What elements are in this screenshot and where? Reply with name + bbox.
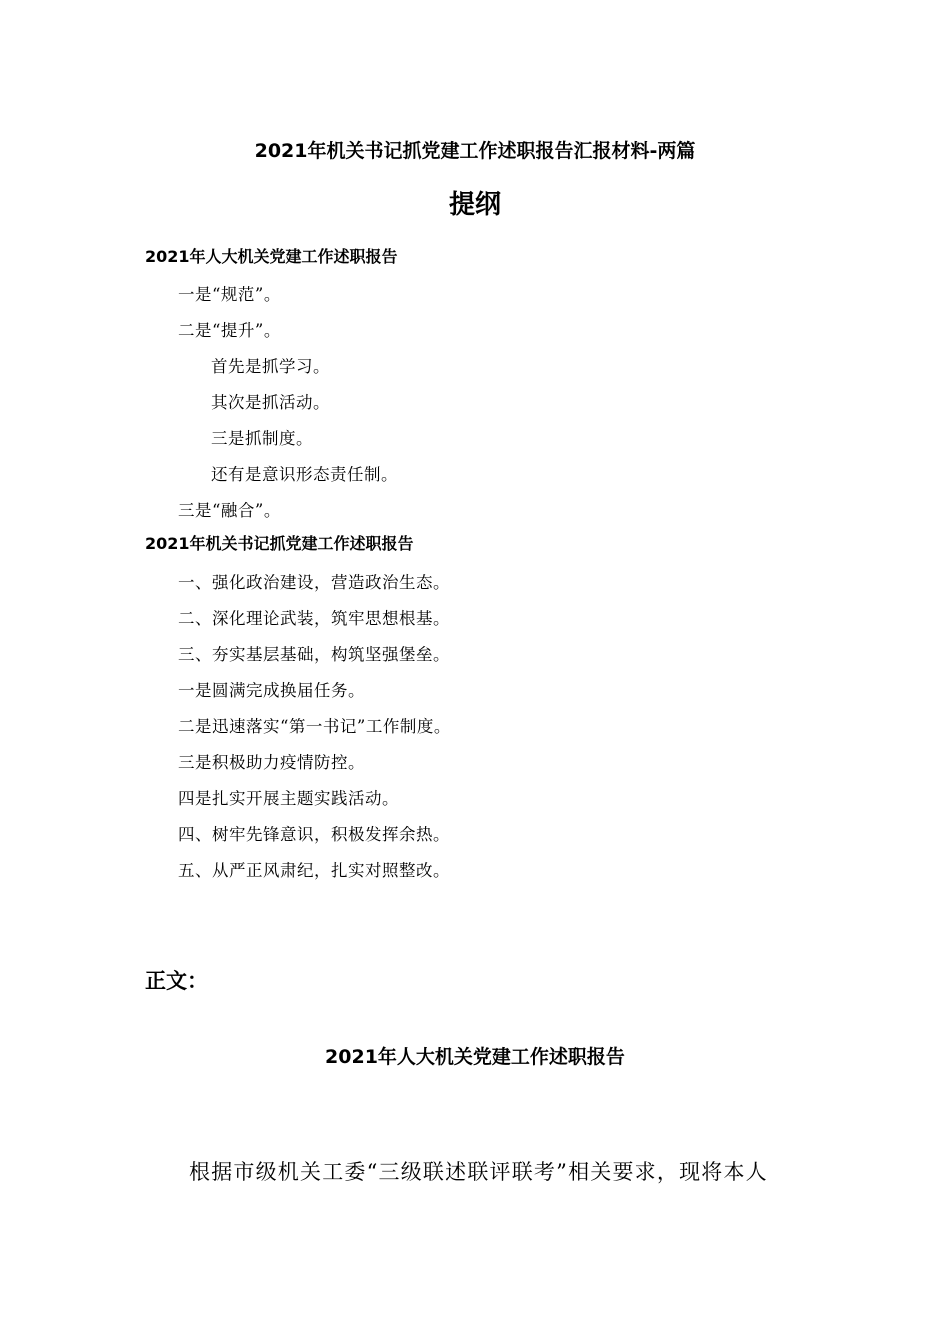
outline-item: 三是“融合”。 [178, 501, 281, 520]
outline-heading: 提纲 [448, 190, 501, 220]
outline-section-heading-2: 2021年机关书记抓党建工作述职报告 [145, 534, 414, 553]
outline-item: 一是“规范”。 [178, 285, 281, 304]
document-title: 2021年机关书记抓党建工作述职报告汇报材料-两篇 [254, 140, 696, 162]
outline-subitem: 首先是抓学习。 [211, 357, 330, 376]
outline-item: 四是扎实开展主题实践活动。 [178, 789, 399, 808]
outline-subitem: 其次是抓活动。 [211, 393, 330, 412]
outline-subitem: 还有是意识形态责任制。 [211, 465, 398, 484]
outline-item: 四、树牢先锋意识，积极发挥余热。 [178, 825, 450, 844]
body-label: 正文： [145, 969, 208, 993]
outline-item: 二、深化理论武装，筑牢思想根基。 [178, 609, 450, 628]
body-paragraph: 根据市级机关工委“三级联述联评联考”相关要求，现将本人 [189, 1160, 768, 1184]
outline-item: 二是“提升”。 [178, 321, 281, 340]
outline-item: 三是积极助力疫情防控。 [178, 753, 365, 772]
outline-section-heading-1: 2021年人大机关党建工作述职报告 [145, 247, 398, 266]
outline-item: 一是圆满完成换届任务。 [178, 681, 365, 700]
body-title: 2021年人大机关党建工作述职报告 [325, 1046, 625, 1068]
outline-item: 三、夯实基层基础，构筑坚强堡垒。 [178, 645, 450, 664]
outline-subitem: 三是抓制度。 [211, 429, 313, 448]
outline-item: 五、从严正风肃纪，扎实对照整改。 [178, 861, 450, 880]
outline-item: 二是迅速落实“第一书记”工作制度。 [178, 717, 451, 736]
outline-item: 一、强化政治建设，营造政治生态。 [178, 573, 450, 592]
